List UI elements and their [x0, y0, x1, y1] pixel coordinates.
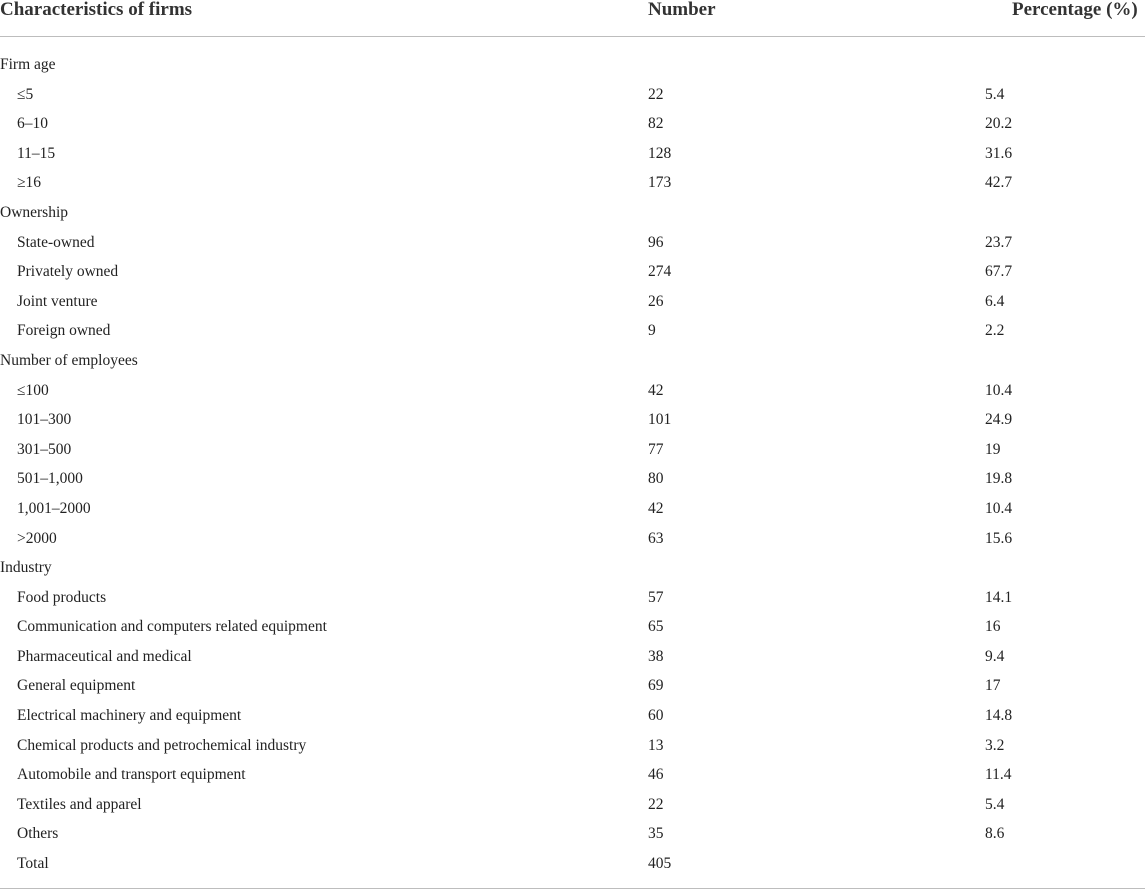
percentage-cell: 11.4 — [985, 766, 1012, 784]
number-cell: 13 — [648, 736, 664, 754]
number-cell: 65 — [648, 618, 664, 636]
table-row — [0, 583, 1145, 613]
row-label: Pharmaceutical and medical — [17, 647, 192, 665]
row-label: Total — [17, 855, 49, 873]
table-group-row — [0, 346, 1145, 376]
table-row — [0, 760, 1145, 790]
percentage-cell: 9.4 — [985, 647, 1005, 665]
number-cell: 80 — [648, 470, 664, 488]
row-label: Privately owned — [17, 263, 119, 281]
row-label: Chemical products and petrochemical industry — [17, 736, 307, 754]
number-cell: 35 — [648, 825, 664, 843]
number-cell: 274 — [648, 263, 672, 281]
percentage-cell: 23.7 — [985, 233, 1013, 251]
table-row — [0, 671, 1145, 701]
table-row — [0, 287, 1145, 317]
number-cell: 42 — [648, 381, 664, 399]
percentage-cell: 10.4 — [985, 381, 1013, 399]
table-group-row — [0, 50, 1145, 80]
table-row — [0, 494, 1145, 524]
row-label: ≤100 — [17, 381, 49, 399]
table-row — [0, 790, 1145, 820]
number-cell: 405 — [648, 855, 672, 873]
percentage-cell: 42.7 — [985, 174, 1013, 192]
table-row — [0, 731, 1145, 761]
row-label: Electrical machinery and equipment — [17, 707, 242, 725]
table-row — [0, 139, 1145, 169]
header-number: Number — [648, 0, 716, 20]
row-label: State-owned — [17, 233, 95, 251]
row-label: 11–15 — [17, 144, 56, 162]
number-cell: 60 — [648, 707, 664, 725]
table-group-row — [0, 553, 1145, 583]
row-label: 501–1,000 — [17, 470, 83, 488]
table-row — [0, 819, 1145, 849]
group-label: Firm age — [0, 56, 56, 73]
table-body — [0, 37, 1145, 879]
row-label: Food products — [17, 588, 107, 606]
percentage-cell: 14.8 — [985, 707, 1013, 725]
table-row — [0, 405, 1145, 435]
table-row — [0, 316, 1145, 346]
number-cell: 38 — [648, 647, 664, 665]
percentage-cell: 24.9 — [985, 411, 1013, 429]
table-row — [0, 228, 1145, 258]
table-group-row — [0, 198, 1145, 228]
number-cell: 42 — [648, 499, 664, 517]
number-cell: 128 — [648, 144, 672, 162]
table-row — [0, 435, 1145, 465]
row-label: Joint venture — [17, 292, 98, 310]
row-label: ≤5 — [17, 85, 34, 103]
percentage-cell: 6.4 — [985, 292, 1005, 310]
table-row — [0, 642, 1145, 672]
number-cell: 77 — [648, 440, 664, 458]
percentage-cell: 17 — [985, 677, 1001, 695]
row-label: >2000 — [17, 529, 57, 547]
header-characteristics: Characteristics of firms — [0, 0, 193, 20]
table-row — [0, 701, 1145, 731]
number-cell: 96 — [648, 233, 664, 251]
percentage-cell: 16 — [985, 618, 1001, 636]
row-label: 101–300 — [17, 411, 72, 429]
row-label: Textiles and apparel — [17, 795, 142, 813]
percentage-cell: 5.4 — [985, 795, 1005, 813]
header-percentage: Percentage (%) — [1012, 0, 1138, 20]
table-row — [0, 849, 1145, 879]
table-row — [0, 524, 1145, 554]
number-cell: 69 — [648, 677, 664, 695]
row-label: Automobile and transport equipment — [17, 766, 246, 784]
table-row — [0, 80, 1145, 110]
number-cell: 22 — [648, 85, 664, 103]
percentage-cell: 19.8 — [985, 470, 1013, 488]
percentage-cell: 8.6 — [985, 825, 1005, 843]
number-cell: 46 — [648, 766, 664, 784]
percentage-cell: 10.4 — [985, 499, 1013, 517]
table-header-row — [0, 0, 1145, 37]
number-cell: 9 — [648, 322, 656, 340]
table-row — [0, 257, 1145, 287]
table-bottom-rule — [0, 888, 1145, 889]
percentage-cell: 67.7 — [985, 263, 1013, 281]
row-label: Others — [17, 825, 59, 843]
row-label: 6–10 — [17, 115, 48, 133]
row-label: Communication and computers related equipment — [17, 618, 327, 636]
table-row — [0, 464, 1145, 494]
row-label: Foreign owned — [17, 322, 111, 340]
percentage-cell: 2.2 — [985, 322, 1005, 340]
number-cell: 57 — [648, 588, 664, 606]
number-cell: 22 — [648, 795, 664, 813]
number-cell: 63 — [648, 529, 664, 547]
percentage-cell: 15.6 — [985, 529, 1013, 547]
percentage-cell: 3.2 — [985, 736, 1005, 754]
row-label: 301–500 — [17, 440, 72, 458]
row-label: 1,001–2000 — [17, 499, 91, 517]
group-label: Ownership — [0, 203, 69, 221]
percentage-cell: 31.6 — [985, 144, 1013, 162]
number-cell: 26 — [648, 292, 664, 310]
table-row — [0, 109, 1145, 139]
percentage-cell: 5.4 — [985, 85, 1005, 103]
group-label: Industry — [0, 559, 52, 577]
percentage-cell: 14.1 — [985, 588, 1013, 606]
group-label: Number of employees — [0, 351, 138, 369]
number-cell: 173 — [648, 174, 672, 192]
table-row — [0, 376, 1145, 406]
percentage-cell: 19 — [985, 440, 1001, 458]
percentage-cell: 20.2 — [985, 115, 1013, 133]
number-cell: 101 — [648, 411, 672, 429]
row-label: General equipment — [17, 677, 136, 695]
row-label: ≥16 — [17, 174, 42, 192]
table-row — [0, 168, 1145, 198]
number-cell: 82 — [648, 115, 664, 133]
table-row — [0, 612, 1145, 642]
